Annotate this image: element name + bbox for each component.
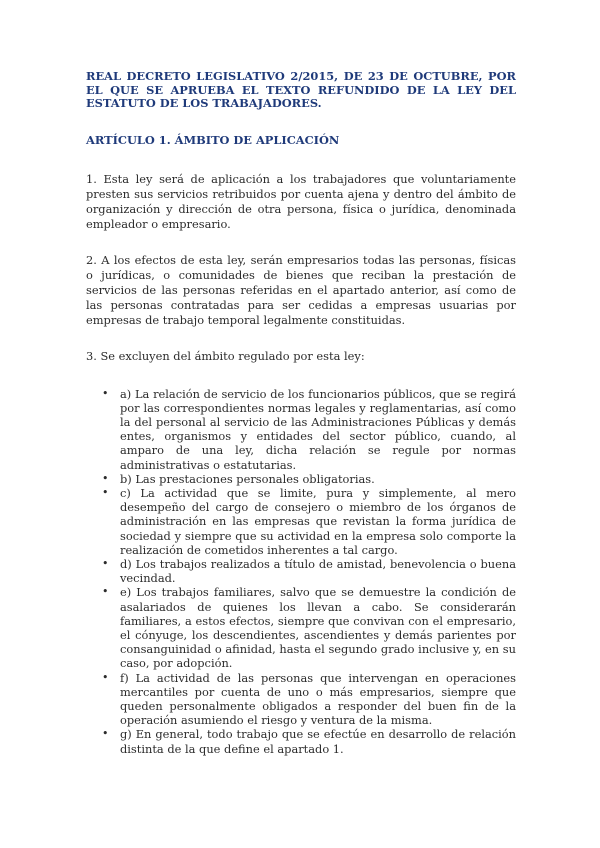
bullet-icon: • [102,485,109,499]
bullet-icon: • [102,556,109,570]
list-item [86,727,516,755]
document-title: REAL DECRETO LEGISLATIVO 2/2015, DE 23 DE OCTUBRE, POR EL QUE SE APRUEBA EL TEXTO REFUNDIDO DE LA LEY DEL ESTATUTO DE LOS TRABAJADORES. [86,69,516,110]
list-item-text: a) La relación de servicio de los funcionarios públicos, que se regirá por las correspondientes normas legales y reglamentarias, así como la del personal al servicio de las Administraciones Públicas y demás entes, organismos y entidades del sector público, cuando, al amparo de una ley, dicha relación se regule por normas administrativas o estatutarias. [120,386,516,472]
list-item-text: e) Los trabajos familiares, salvo que se demuestre la condición de asalariados de quienes los llevan a cabo. Se considerarán familiares, a estos efectos, siempre que convivan con el empresario, el cónyuge, los descendientes, ascendientes y demás parientes por consanguinidad o afinidad, hasta el segundo grado inclusive y, en su caso, por adopción. [120,585,516,671]
list-item [86,387,516,472]
list-item [86,585,516,670]
list-item-text: b) Las prestaciones personales obligatorias. [120,471,375,486]
list-item-text: g) En general, todo trabajo que se efectúe en desarrollo de relación distinta de la que define el apartado 1. [120,727,516,756]
list-item-text: d) Los trabajos realizados a título de amistad, benevolencia o buena vecindad. [120,556,516,586]
bullet-icon: • [102,585,109,599]
list-item [86,671,516,728]
bullet-icon: • [102,386,109,400]
list-item [86,486,516,557]
paragraph-1: 1. Esta ley será de aplicación a los trabajadores que voluntariamente presten sus servicios retribuidos por cuenta ajena y dentro del ámbito de organización y dirección de otra persona, física o jurídica, denominada empleador o empresario. [86,171,516,231]
list-item-text: c) La actividad que se limite, pura y simplemente, al mero desempeño del cargo de consejero o miembro de los órganos de administración en las empresas que revistan la forma jurídica de sociedad y siempre que su actividad en la empresa solo comporte la realización de cometidos inherentes a tal cargo. [120,485,516,557]
paragraph-3: 3. Se excluyen del ámbito regulado por esta ley: [86,348,365,363]
bullet-icon: • [102,471,109,485]
list-item [86,472,516,486]
paragraph-2: 2. A los efectos de esta ley, serán empresarios todas las personas, físicas o jurídicas, o comunidades de bienes que reciban la prestación de servicios de las personas referidas en el apartado anterior, así como de las personas contratadas para ser cedidas a empresas usuarias por empresas de trabajo temporal legalmente constituidas. [86,252,516,327]
list-item-text: f) La actividad de las personas que intervengan en operaciones mercantiles por cuenta de uno o más empresarios, siempre que queden personalmente obligados a responder del buen fin de la operación asumiendo el riesgo y ventura de la misma. [120,670,516,728]
document-page [86,70,516,756]
article-title: ARTÍCULO 1. ÁMBITO DE APLICACIÓN [86,132,340,147]
bullet-icon: • [102,727,109,741]
list-item [86,557,516,585]
bullet-icon: • [102,670,109,684]
exclusions-list [86,387,516,756]
